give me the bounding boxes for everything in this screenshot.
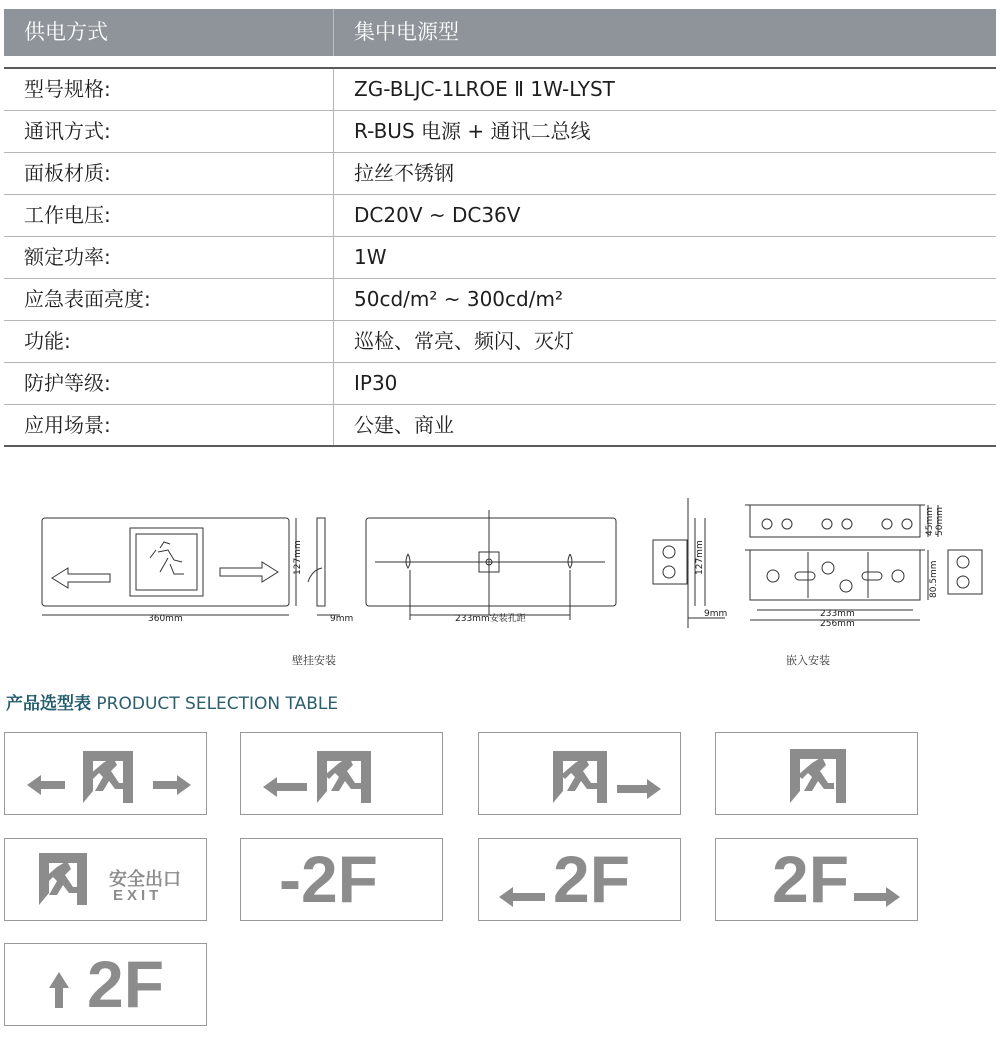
sign-left-man: [240, 732, 443, 815]
spec-value: DC20V ~ DC36V: [354, 203, 521, 227]
spec-row: [4, 69, 996, 111]
embed-45-label: 45mm: [925, 507, 935, 536]
spec-row: [4, 153, 996, 195]
spec-value: 拉丝不锈钢: [354, 161, 454, 185]
running-man-icon: [798, 757, 834, 791]
spec-key: 额定功率:: [4, 237, 334, 278]
spec-row: [4, 279, 996, 321]
spec-key: 防护等级:: [4, 363, 334, 404]
running-man-icon: [325, 757, 361, 791]
selection-title: [6, 689, 338, 714]
dim-hole-label: 233mm安装孔距: [455, 614, 526, 624]
sign-man-right: [478, 732, 681, 815]
running-man-icon: [150, 542, 184, 574]
embed-box: [750, 550, 920, 600]
spec-key: 功能:: [4, 321, 334, 362]
sign-left-2f: [478, 838, 681, 921]
sign-2f-right: [715, 838, 918, 921]
caption-embed: 嵌入安装: [786, 654, 830, 667]
sign-man: [715, 732, 918, 815]
sign-up-2f: [4, 943, 207, 1026]
sign-left-man-right: [4, 732, 207, 815]
exit-en-label: EXIT: [113, 887, 163, 904]
right-arrow-icon: [220, 562, 278, 582]
running-man-icon: [89, 757, 125, 791]
dim-width-label: 360mm: [148, 614, 183, 624]
spec-row: [4, 363, 996, 405]
spec-key: 应用场景:: [4, 405, 334, 445]
spec-key: 型号规格:: [4, 69, 334, 110]
floor-label: 2F: [772, 842, 850, 916]
side-depth-label: 9mm: [704, 609, 728, 619]
spec-key: 应急表面亮度:: [4, 279, 334, 320]
floor-label: 2F: [87, 947, 165, 1021]
spec-value: 公建、商业: [354, 413, 454, 437]
spec-row: [4, 111, 996, 153]
man-frame: [130, 528, 203, 596]
left-arrow-icon: [499, 887, 545, 907]
right-arrow-icon: [854, 887, 900, 907]
header-col1: 供电方式: [4, 9, 334, 56]
embed-256-label: 256mm: [820, 619, 855, 629]
spec-value: 50cd/m² ~ 300cd/m²: [354, 287, 563, 311]
spec-key: 面板材质:: [4, 153, 334, 194]
left-arrow-icon: [263, 777, 307, 797]
side-panel: [317, 518, 325, 606]
floor-label: 2F: [553, 842, 631, 916]
embed-805-label: 80.5mm: [929, 560, 939, 598]
spec-value: ZG-BLJC-1LROE Ⅱ 1W-LYST: [354, 77, 615, 101]
spec-value: R-BUS 电源 + 通讯二总线: [354, 119, 591, 143]
dim-depth-label: 9mm: [330, 614, 354, 624]
spec-row: [4, 237, 996, 279]
installation-diagrams: [0, 490, 1000, 675]
running-man-icon: [561, 757, 597, 791]
spec-key: 通讯方式:: [4, 111, 334, 152]
up-arrow-icon: [49, 972, 69, 1008]
spec-key: 工作电压:: [4, 195, 334, 236]
dim-height-label: 127mm: [293, 540, 303, 575]
floor-label: -2F: [279, 842, 378, 916]
right-arrow-icon: [617, 779, 661, 799]
embed-233-label: 233mm: [820, 609, 855, 619]
sign-man-exit: [4, 838, 207, 921]
left-arrow-icon: [52, 568, 110, 588]
spec-row: [4, 405, 996, 447]
spec-row: [4, 195, 996, 237]
left-arrow-icon: [27, 775, 65, 795]
right-arrow-icon: [153, 775, 191, 795]
spec-row: [4, 321, 996, 363]
spec-value: IP30: [354, 371, 398, 395]
embed-50-label: 50mm: [935, 507, 945, 536]
sign-minus-2f: [240, 838, 443, 921]
spec-value: 巡检、常亮、频闪、灭灯: [354, 329, 574, 353]
spec-header: [4, 9, 996, 56]
caption-wall: 壁挂安装: [292, 654, 336, 667]
spec-table: [4, 67, 996, 447]
header-col2: 集中电源型: [354, 20, 459, 44]
embed-top-box: [750, 505, 920, 537]
side-height-label: 127mm: [695, 540, 705, 575]
exit-cn-label: 安全出口: [109, 869, 181, 889]
dimension-drawing: [0, 490, 1000, 675]
selection-title-cn: 产品选型表: [6, 694, 91, 714]
spec-value: 1W: [354, 245, 387, 269]
selection-title-en: PRODUCT SELECTION TABLE: [96, 694, 339, 714]
